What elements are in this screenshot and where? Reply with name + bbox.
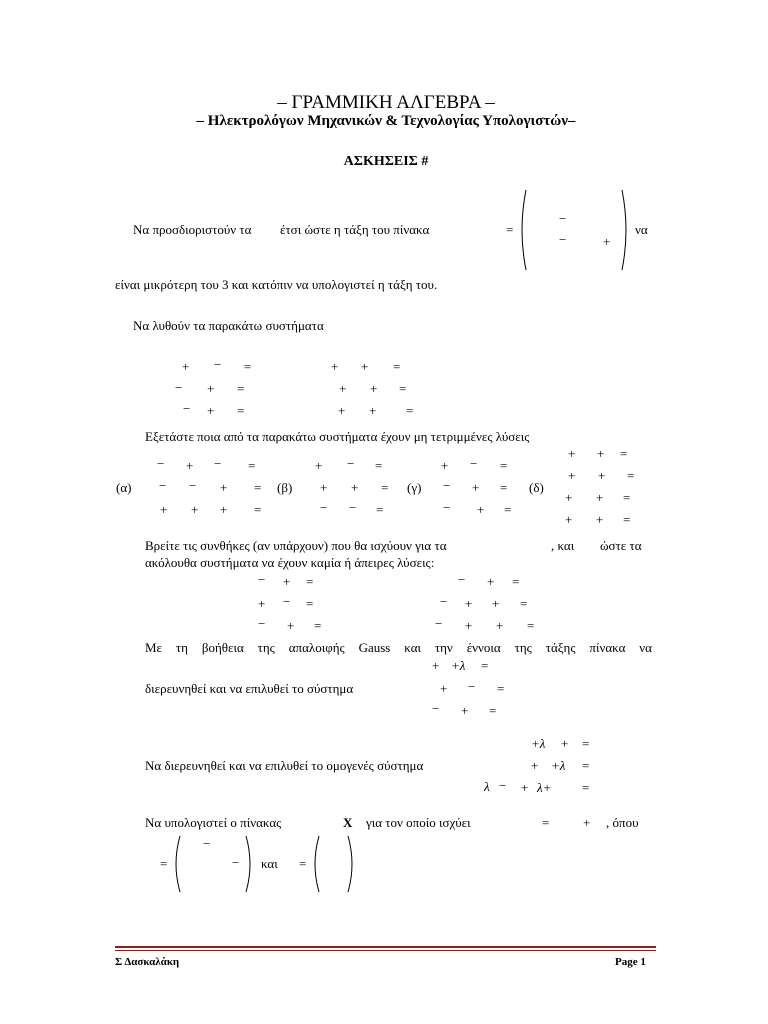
ex3-a-r2-3: + xyxy=(220,480,228,495)
ex7-m1-minus-mid: − xyxy=(232,855,240,870)
ex2-b-r1-plus2: + xyxy=(361,359,369,374)
ex3-d-r4-2: + xyxy=(596,512,604,527)
ex7-eq2: = xyxy=(299,856,307,871)
ex5-r2-2: − xyxy=(468,679,476,694)
ex4-a-r3-1: − xyxy=(258,616,266,631)
ex3-a-r3-3: + xyxy=(220,502,228,517)
ex4-line1b: , και xyxy=(551,538,575,553)
ex3-d-r3-eq: = xyxy=(623,490,631,505)
ex7-eq-a: = xyxy=(542,815,550,830)
ex7-kai: και xyxy=(261,856,278,871)
ex3-label-c: (γ) xyxy=(407,480,422,495)
ex4-b-r2-1: − xyxy=(440,594,448,609)
ex5-r3-eq: = xyxy=(489,703,497,718)
ex7-m1-minus-top: − xyxy=(203,836,211,851)
ex6-r2-eq: = xyxy=(582,758,590,773)
ex4-a-r3-eq: = xyxy=(314,618,322,633)
ex4-b-r1-eq: = xyxy=(512,574,520,589)
ex3-d-r1-eq: = xyxy=(620,446,628,461)
ex1-matrix-minus-1: − xyxy=(559,211,567,226)
ex3-c-r1-2: − xyxy=(470,456,478,471)
ex3-c-r3-1: − xyxy=(443,500,451,515)
ex3-a-r1-1: − xyxy=(157,456,165,471)
ex2-b-r2-plus2: + xyxy=(370,381,378,396)
ex7-m2-right-paren xyxy=(346,834,358,894)
ex4-a-r1-eq: = xyxy=(306,574,314,589)
ex3-d-r3-2: + xyxy=(596,490,604,505)
ex3-d-r2-1: + xyxy=(568,468,576,483)
ex5-line2: διερευνηθεί και να επιλυθεί το σύστημα xyxy=(145,681,354,696)
ex3-d-r3-1: + xyxy=(565,490,573,505)
ex6-r3-4: λ+ xyxy=(537,780,552,795)
ex1-matrix-plus: + xyxy=(603,234,611,249)
ex3-b-r2-2: + xyxy=(351,480,359,495)
ex2-b-r2-plus1: + xyxy=(339,381,347,396)
ex4-b-r3-eq: = xyxy=(527,618,535,633)
page-subtitle: – Ηλεκτρολόγων Μηχανικών & Τεχνολογίας Υπολογιστών– xyxy=(196,113,576,129)
ex2-a-r1-plus: + xyxy=(182,359,190,374)
ex6-r1-2: + xyxy=(561,736,569,751)
ex6-r1-eq: = xyxy=(582,736,590,751)
ex6-line: Να διερευνηθεί και να επιλυθεί το ομογενές σύστημα xyxy=(145,758,424,773)
ex3-d-r2-eq: = xyxy=(627,468,635,483)
ex7-line1b: για τον οποίο ισχύει xyxy=(366,815,471,830)
ex3-a-r1-3: − xyxy=(214,456,222,471)
ex1-mid: έτσι ώστε η τάξη του πίνακα xyxy=(280,222,430,237)
ex4-a-r3-2: + xyxy=(287,618,295,633)
ex3-b-r3-2: − xyxy=(349,500,357,515)
ex5-r1-eq: = xyxy=(481,658,489,673)
ex3-c-r1-1: + xyxy=(441,458,449,473)
ex3-b-r2-1: + xyxy=(320,480,328,495)
ex4-b-r2-2: + xyxy=(465,596,473,611)
ex2-b-r3-plus1: + xyxy=(338,403,346,418)
ex7-line1a: Να υπολογιστεί ο πίνακας xyxy=(145,815,282,830)
ex3-c-r1-eq: = xyxy=(500,458,508,473)
ex6-r3-2: − xyxy=(499,778,507,793)
ex6-r2-1: + xyxy=(531,758,539,773)
ex3-c-r3-2: + xyxy=(477,502,485,517)
footer-rule-thin xyxy=(115,950,656,951)
ex2-lead: Να λυθούν τα παρακάτω συστήματα xyxy=(133,318,324,333)
ex4-b-r1-2: + xyxy=(487,574,495,589)
ex4-b-r2-eq: = xyxy=(520,596,528,611)
ex3-d-r4-1: + xyxy=(565,512,573,527)
ex3-a-r2-1: − xyxy=(159,478,167,493)
ex4-a-r1-1: − xyxy=(258,572,266,587)
ex3-b-r3-1: − xyxy=(320,500,328,515)
ex7-m2-left-paren xyxy=(309,834,321,894)
ex6-r2-2: +λ xyxy=(551,758,566,773)
section-heading: ΑΣΚΗΣΕΙΣ # xyxy=(343,154,429,169)
ex4-a-r2-1: + xyxy=(258,596,266,611)
ex3-c-r2-2: + xyxy=(472,480,480,495)
ex6-r3-1: λ xyxy=(484,779,490,794)
ex5-r1-1: + xyxy=(432,658,440,673)
ex3-b-r1-eq: = xyxy=(375,458,383,473)
ex1-equals: = xyxy=(506,222,514,237)
ex4-b-r3-2: + xyxy=(465,618,473,633)
ex2-b-r2-eq: = xyxy=(399,381,407,396)
footer-author: Σ Δασκαλάκη xyxy=(115,956,180,968)
ex5-line1: Με τη βοήθεια της απαλοιφής Gauss και την έννοια της τάξης πίνακα να xyxy=(145,640,652,655)
ex3-a-r1-eq: = xyxy=(248,458,256,473)
ex1-matrix-minus-2: − xyxy=(559,232,567,247)
ex2-a-r2-plus: + xyxy=(207,381,215,396)
ex3-label-a: (α) xyxy=(116,480,132,495)
ex2-b-r3-eq: = xyxy=(406,403,414,418)
ex4-b-r1-1: − xyxy=(458,572,466,587)
ex1-line2: είναι μικρότερη του 3 και κατόπιν να υπολογιστεί η τάξη του. xyxy=(115,277,438,292)
ex4-line1c: ώστε τα xyxy=(600,538,642,553)
ex7-matrix-x: X xyxy=(343,815,353,830)
ex3-c-r2-1: − xyxy=(443,478,451,493)
ex3-d-r4-eq: = xyxy=(623,512,631,527)
ex1-right-paren xyxy=(620,188,632,272)
ex3-b-r1-1: + xyxy=(315,458,323,473)
ex2-a-r1-minus: − xyxy=(214,357,222,372)
footer-rule-thick xyxy=(115,946,656,948)
ex2-a-r2-eq: = xyxy=(237,381,245,396)
ex4-a-r1-2: + xyxy=(283,574,291,589)
ex1-left-paren xyxy=(516,188,528,272)
ex4-line1a: Βρείτε τις συνθήκες (αν υπάρχουν) που θα ισχύουν για τα xyxy=(145,538,447,553)
ex5-r1-2: +λ xyxy=(451,658,466,673)
ex7-m1-right-paren xyxy=(244,834,256,894)
ex4-b-r2-3: + xyxy=(492,596,500,611)
ex4-a-r2-2: − xyxy=(283,594,291,609)
ex2-a-r3-plus: + xyxy=(207,403,215,418)
ex2-b-r1-eq: = xyxy=(393,359,401,374)
ex5-r2-eq: = xyxy=(497,681,505,696)
ex2-a-r3-minus: − xyxy=(183,401,191,416)
ex4-line2: ακόλουθα συστήματα να έχουν καμία ή άπειρες λύσεις: xyxy=(145,555,435,570)
ex3-c-r3-eq: = xyxy=(504,502,512,517)
ex1-na: να xyxy=(635,222,648,237)
ex2-a-r3-eq: = xyxy=(237,403,245,418)
ex3-a-r1-2: + xyxy=(186,458,194,473)
ex7-eq-b: + xyxy=(583,815,591,830)
ex3-a-r2-2: − xyxy=(189,478,197,493)
ex6-r3-eq: = xyxy=(582,780,590,795)
ex3-d-r2-2: + xyxy=(598,468,606,483)
ex4-a-r2-eq: = xyxy=(306,596,314,611)
ex3-c-r2-eq: = xyxy=(500,480,508,495)
ex5-r2-1: + xyxy=(440,681,448,696)
ex2-b-r1-plus1: + xyxy=(331,359,339,374)
ex4-b-r3-3: + xyxy=(496,618,504,633)
ex6-r1-1: +λ xyxy=(531,736,546,751)
ex3-b-r2-eq: = xyxy=(381,480,389,495)
footer-page-number: Page 1 xyxy=(615,956,646,968)
ex5-r3-2: + xyxy=(461,703,469,718)
ex2-a-r2-minus: − xyxy=(175,380,183,395)
ex4-b-r3-1: − xyxy=(435,616,443,631)
ex3-label-d: (δ) xyxy=(529,480,544,495)
ex3-label-b: (β) xyxy=(277,480,293,495)
ex3-a-r3-1: + xyxy=(160,502,168,517)
ex3-a-r2-eq: = xyxy=(254,480,262,495)
ex7-eq1: = xyxy=(160,856,168,871)
ex3-lead: Εξετάστε ποια από τα παρακάτω συστήματα έχουν μη τετριμμένες λύσεις xyxy=(145,429,530,444)
ex3-b-r3-eq: = xyxy=(376,502,384,517)
ex3-b-r1-2: − xyxy=(347,456,355,471)
ex3-d-r1-1: + xyxy=(568,446,576,461)
ex2-a-r1-eq: = xyxy=(244,359,252,374)
ex7-line1c: , όπου xyxy=(606,815,639,830)
ex3-a-r3-2: + xyxy=(191,502,199,517)
ex2-b-r3-plus2: + xyxy=(369,403,377,418)
ex3-d-r1-2: + xyxy=(597,446,605,461)
ex1-lead: Να προσδιοριστούν τα xyxy=(133,222,252,237)
page-title: – ΓΡΑΜΜΙΚΗ ΑΛΓΕΒΡΑ – xyxy=(277,92,495,113)
ex6-r3-3: + xyxy=(521,780,529,795)
ex5-r3-1: − xyxy=(432,701,440,716)
ex3-a-r3-eq: = xyxy=(254,502,262,517)
ex7-m1-left-paren xyxy=(170,834,182,894)
